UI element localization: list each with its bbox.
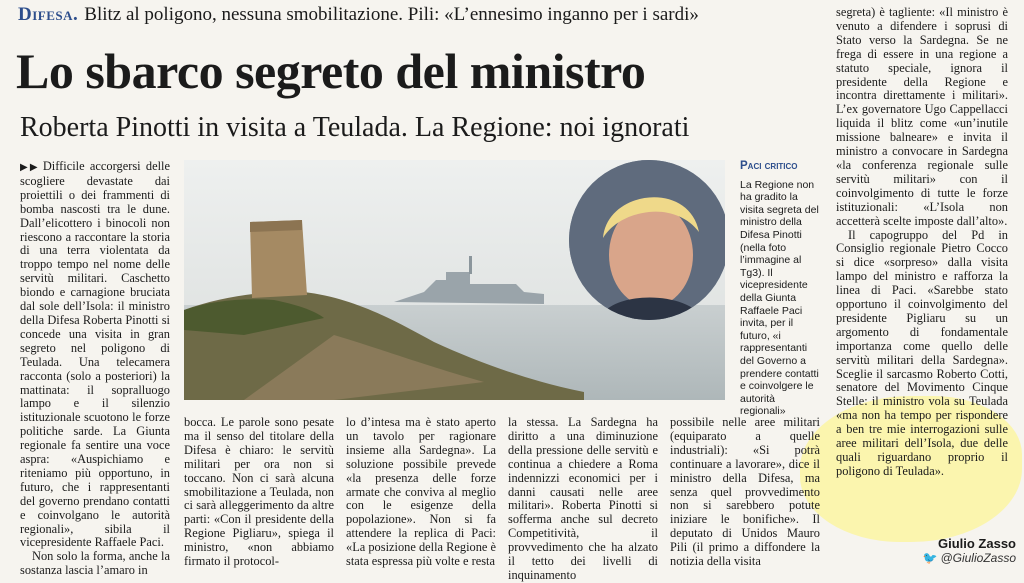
author-name: Giulio Zasso <box>937 536 1016 551</box>
sidebar-box <box>740 160 822 418</box>
sidebar-text: La Regione non ha gradito la visita segreta del ministro della Difesa Pinotti (nella foto l’immagine al Tg3). Il vicepresidente della Giunta Raffaele Paci invita, per il futuro, «i rappresentanti del Governo a prendere contatti e coinvolgere le autorità regionali» <box>740 178 819 418</box>
sidebar-title: Paci critico <box>740 160 798 172</box>
article-column-1 <box>20 160 170 578</box>
portrait-inset <box>569 160 725 320</box>
article-column-2: bocca. Le parole sono pesate ma il senso del titolare della Difesa è chiaro: le servitù militari per ora non si toccano. Non ci sarà alcuna smobilitazione a Teulada, non ci sarà alleggerimento da altre parti: «Con il presidente della Regione Pigliaru», spiega il ministro, «non abbiamo firmato il protocol- <box>184 415 334 569</box>
article-column-4: la stessa. La Sardegna ha diritto a una diminuzione della pressione delle servitù e continua a chiedere a Roma indennizzi economici per i danni causati nelle aree militari». Roberta Pinotti si sofferma anche sul decreto Competitività, il provvedimento che ha alzato il tetto dei livelli di inquinamento <box>508 415 658 582</box>
column-1-continuation: Non solo la forma, anche la sostanza lascia l’amaro in <box>20 549 170 578</box>
byline <box>856 536 1016 565</box>
headline: Lo sbarco segreto del ministro <box>16 43 646 99</box>
section-label: Difesa. <box>18 4 79 25</box>
twitter-handle: @GiulioZasso <box>940 551 1016 565</box>
column-1-text: Difficile accorgersi delle scogliere devastate dai proiettili o dei frammenti di bomba nascosti tra le dune. Dall’elicottero i binocoli non riescono a raccontare la storia di una terra violentata da troppo tempo nel nome delle servitù militari. Caschetto biondo e carnagione bruciata dal sole dell’Isola: il ministro della Difesa Roberta Pinotti si concede una visita in gran segreto nel poligono di Teulada. Una telecamera racconta (solo a posteriori) la mattinata: il sopralluogo lampo e il silenzio istituzionale scuotono le forze politiche sarde. La Giunta regionale fa sentire una voce aspra: «Auspichiamo e riteniamo più opportuno, in futuro, che i rappresentanti del governo prendano contatti e coinvolgano le autorità regionali», sibila il vicepresidente Raffaele Paci. <box>20 159 170 550</box>
article-column-6 <box>836 6 1008 479</box>
twitter-bird-icon: 🐦 <box>922 551 938 565</box>
column-6-paragraph-2: Il capogruppo del Pd in Consiglio regionale Pietro Cocco si dice «sorpreso» dalla visita lampo del ministro e rafforza la linea di Paci. «Sarebbe stato opportuno il coinvolgimento del presidente Pigliaru su un argomento di fondamentale importanza come quello delle servitù militari della Sardegna». Sceglie il sarcasmo Roberto Cotti, senatore del Movimento Cinque Stelle: il ministro vola su Teulada «ma non ha tempo per rispondere a ben tre mie interrogazioni sulle aree militari dell’Isola, due delle quali riguardano proprio il poligono di Teulada». <box>836 227 1008 478</box>
subheadline: Roberta Pinotti in visita a Teulada. La Regione: noi ignorati <box>20 112 690 143</box>
kicker <box>18 4 808 26</box>
article-column-3: lo d’intesa ma è stato aperto un tavolo per ragionare insieme alla Sardegna». La soluzione possibile prevede «la presenza delle forze armate che conviva al meglio con le esigenze della popolazione». Non si fa attendere la replica di Paci: «La posizione della Regione è stata espressa più volte e resta <box>346 415 497 569</box>
minister-portrait <box>569 160 725 320</box>
arrow-bullet-icon: ▶▶ <box>20 162 40 173</box>
column-6-paragraph-1: segreta) è tagliente: «Il ministro è venuto a difendere i soprusi di Stato verso la Sardegna. Se ne frega di essere in una regione a statuto speciale, ignora il presidente della Regione e incontra direttamente i militari». L’ex governatore Ugo Cappellacci liquida il blitz come «un’inutile missione balneare» e invita il ministro a convocare in Sardegna «la conferenza regionale sulle servitù militari» con il coinvolgimento di tutte le forze istituzionali: «L’Isola non accetterà scelte imposte dall’alto». <box>836 5 1008 228</box>
kicker-text: Blitz al poligono, nessuna smobilitazione. Pili: «L’ennesimo inganno per i sardi» <box>84 4 699 25</box>
article-column-5: possibile nelle aree militari (equiparato a quelle industriali): «Si potrà continuare a lavorare», dice il ministro della Difesa, ma senza quel provvedimento non si sarebbero potute iniziare le bonifiche». Il deputato di Unidos Mauro Pili (il primo a diffondere la notizia della visita <box>670 415 820 569</box>
twitter-handle-line <box>856 551 1016 565</box>
article-photo <box>184 160 725 400</box>
